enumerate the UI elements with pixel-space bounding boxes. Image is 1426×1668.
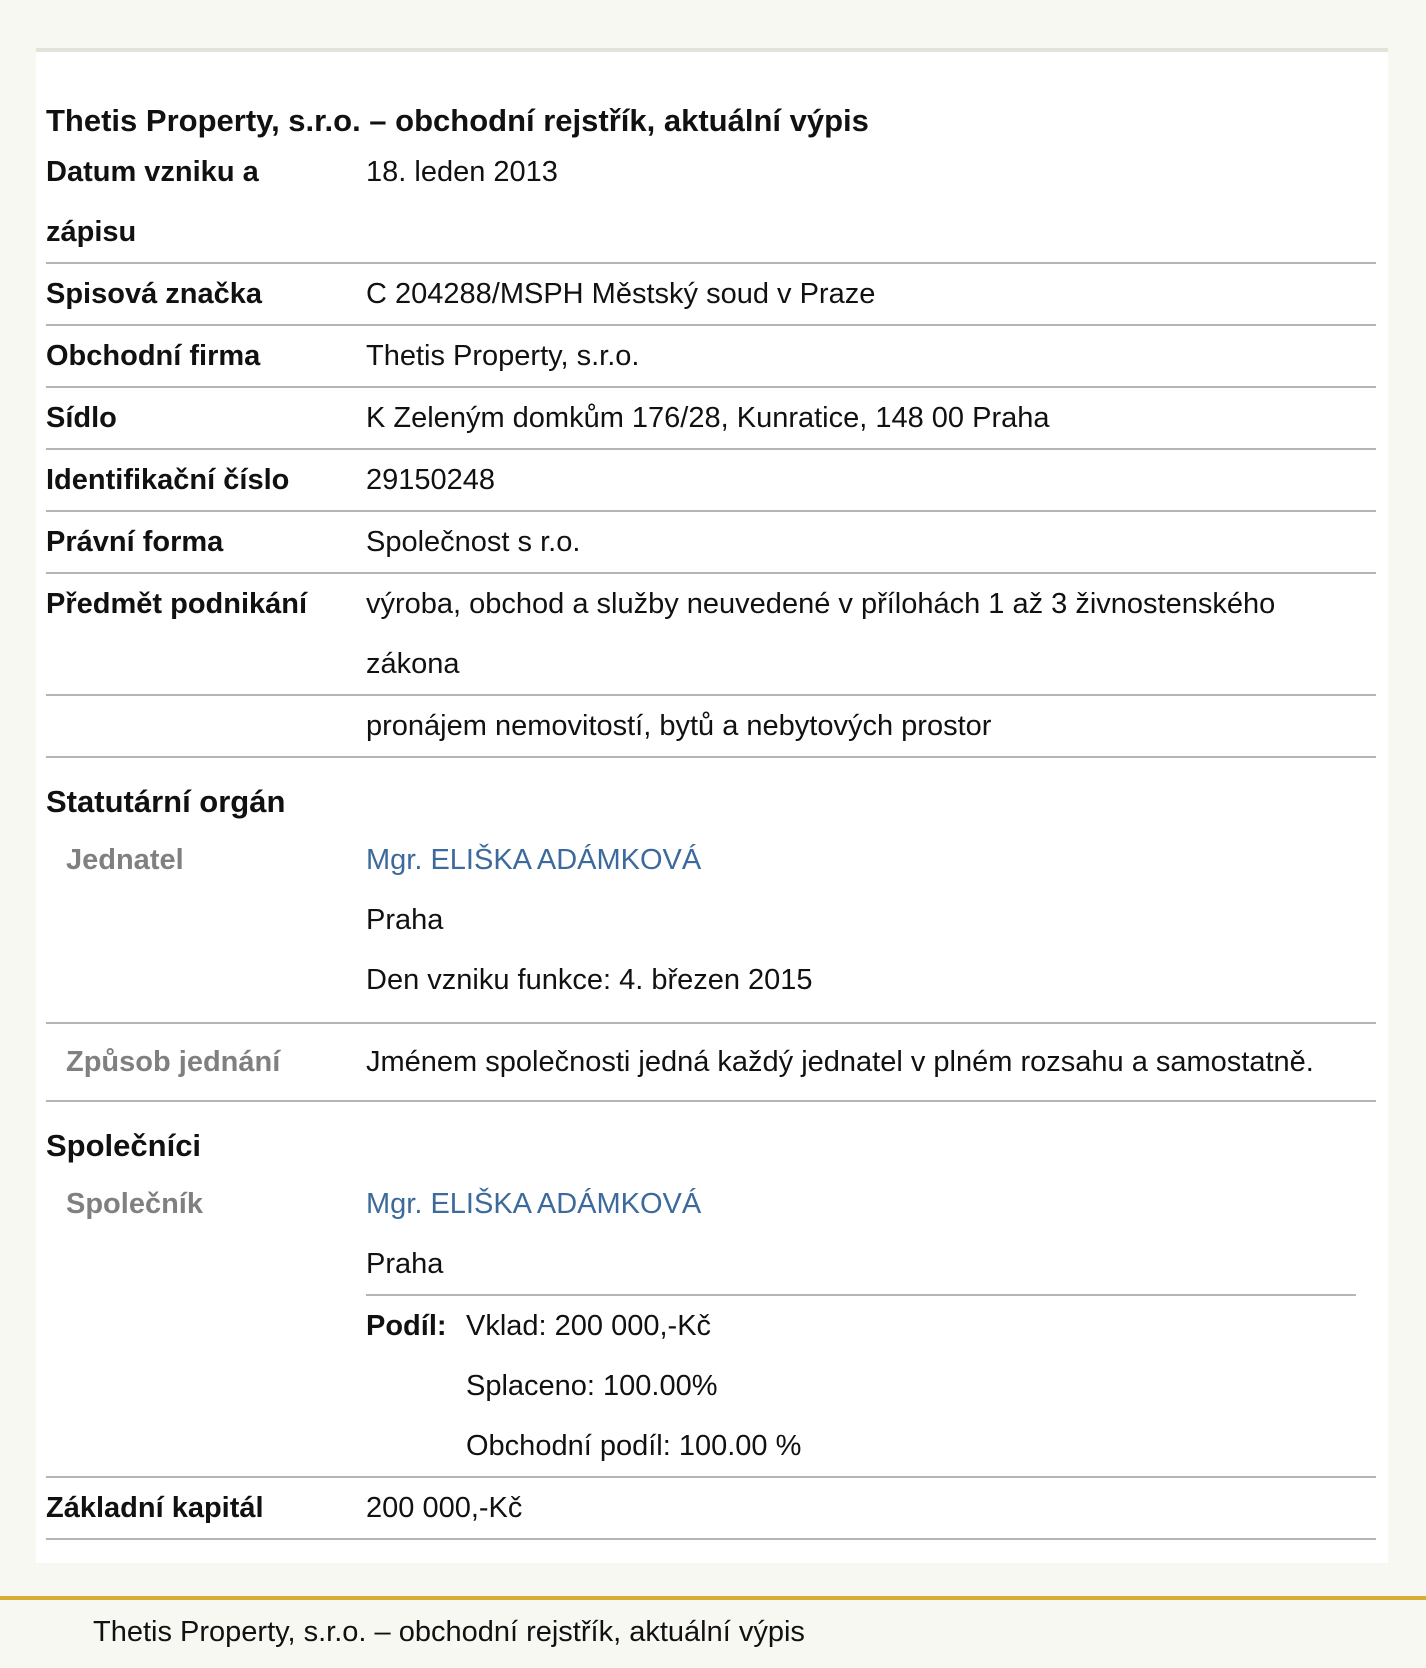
- podil-label: Podíl:: [366, 1310, 447, 1342]
- value-zpusob-jednani: Jménem společnosti jedná každý jednatel v plném rozsahu a samostatně.: [366, 1046, 1314, 1078]
- row-pravni-forma: [46, 512, 1376, 574]
- label-spisova-znacka: Spisová značka: [46, 278, 262, 310]
- row-zpusob-jednani: [46, 1024, 1376, 1102]
- value-sidlo: K Zeleným domkům 176/28, Kunratice, 148 00 Praha: [366, 402, 1050, 434]
- value-predmet-podnikani-2: pronájem nemovitostí, bytů a nebytových prostor: [366, 710, 992, 742]
- section-statutarni-organ: Statutární orgán: [46, 784, 286, 819]
- value-datum-vzniku: 18. leden 2013: [366, 156, 558, 188]
- podil-obchodni: Obchodní podíl: 100.00 %: [466, 1430, 802, 1462]
- value-obchodni-firma: Thetis Property, s.r.o.: [366, 340, 640, 372]
- label-obchodni-firma: Obchodní firma: [46, 340, 261, 372]
- row-datum-vzniku: [46, 142, 1376, 264]
- label-zpusob-jednani: Způsob jednání: [66, 1046, 281, 1078]
- label-pravni-forma: Právní forma: [46, 526, 224, 558]
- page-title: Thetis Property, s.r.o. – obchodní rejstřík, aktuální výpis: [46, 103, 869, 138]
- podil-values: [466, 1296, 1356, 1476]
- jednatel-name-link[interactable]: Mgr. ELIŠKA ADÁMKOVÁ: [366, 844, 702, 876]
- podil-vklad: Vklad: 200 000,-Kč: [466, 1310, 712, 1342]
- register-content: [46, 52, 1376, 1540]
- label-datum-vzniku: Datum vzniku a zápisu: [46, 156, 259, 248]
- label-predmet-podnikani: Předmět podnikání: [46, 588, 308, 620]
- jednatel-since: Den vzniku funkce: 4. březen 2015: [366, 964, 813, 996]
- register-card: [36, 48, 1388, 1563]
- value-zakladni-kapital: 200 000,-Kč: [366, 1492, 523, 1524]
- value-jednatel: [366, 830, 1376, 1022]
- jednatel-city: Praha: [366, 904, 444, 936]
- page-footer: [0, 1596, 1426, 1668]
- value-pravni-forma: Společnost s r.o.: [366, 526, 581, 558]
- label-zakladni-kapital: Základní kapitál: [46, 1492, 264, 1524]
- row-spisova-znacka: [46, 264, 1376, 326]
- podil-block: [366, 1294, 1356, 1476]
- value-spolecnik: [366, 1174, 1376, 1476]
- label-identifikacni-cislo: Identifikační číslo: [46, 464, 290, 496]
- label-jednatel: Jednatel: [66, 844, 184, 876]
- row-obchodni-firma: [46, 326, 1376, 388]
- spolecnik-city: Praha: [366, 1248, 444, 1280]
- footer-title: Thetis Property, s.r.o. – obchodní rejstřík, aktuální výpis: [93, 1616, 805, 1648]
- row-sidlo: [46, 388, 1376, 450]
- value-identifikacni-cislo: 29150248: [366, 464, 496, 496]
- row-zakladni-kapital: [46, 1478, 1376, 1540]
- podil-splaceno: Splaceno: 100.00%: [466, 1370, 718, 1402]
- row-predmet-podnikani-2: [46, 696, 1376, 758]
- label-spolecnik: Společník: [66, 1188, 203, 1220]
- row-spolecnik: [46, 1174, 1376, 1478]
- section-spolecnici: Společníci: [46, 1128, 202, 1163]
- row-jednatel: [46, 830, 1376, 1024]
- row-predmet-podnikani: [46, 574, 1376, 696]
- spolecnik-name-link[interactable]: Mgr. ELIŠKA ADÁMKOVÁ: [366, 1188, 702, 1220]
- label-empty: [46, 696, 366, 756]
- row-identifikacni-cislo: [46, 450, 1376, 512]
- label-sidlo: Sídlo: [46, 402, 117, 434]
- value-predmet-podnikani-1: výroba, obchod a služby neuvedené v přílohách 1 až 3 živnostenského zákona: [366, 588, 1276, 680]
- value-spisova-znacka: C 204288/MSPH Městský soud v Praze: [366, 278, 876, 310]
